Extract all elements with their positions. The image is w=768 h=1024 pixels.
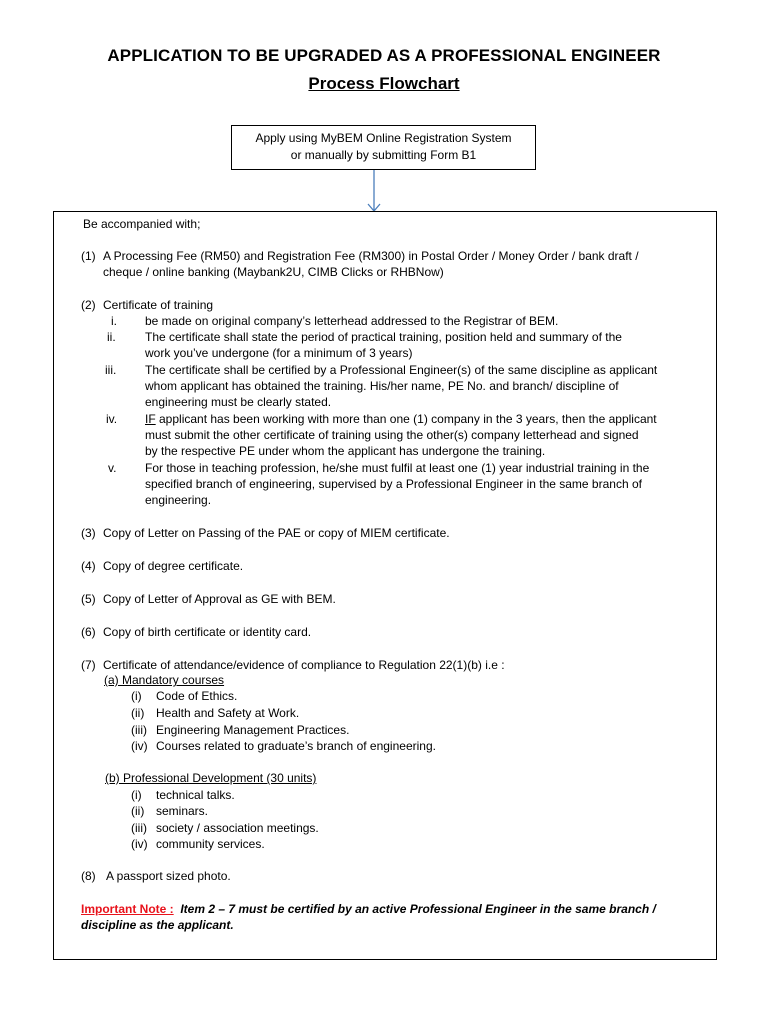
item-6-text: Copy of birth certificate or identity card. bbox=[103, 625, 312, 639]
item-2-sub-iv-line-3: by the respective PE under whom the applicant has undergone the training. bbox=[145, 444, 546, 458]
item-2-sub-iii-line-1: The certificate shall be certified by a Professional Engineer(s) of the same discipline as applicant bbox=[145, 363, 658, 377]
item-2-sub-iv-line-2: must submit the other certificate of training using the other(s) company letterhead and signed bbox=[145, 428, 639, 442]
mandatory-course-ii: Health and Safety at Work. bbox=[156, 706, 300, 720]
item-2-sub-v-line-1: For those in teaching profession, he/she must fulfil at least one (1) year industrial training in the bbox=[145, 461, 650, 475]
professional-development-heading: (b) Professional Development (30 units) bbox=[105, 771, 317, 785]
item-2-number: (2) bbox=[81, 298, 96, 312]
important-note-label: Important Note : bbox=[81, 902, 174, 916]
item-2-sub-iv-line-1: IF applicant has been working with more than one (1) company in the 3 years, then the applicant bbox=[145, 412, 657, 426]
important-note-line-1: Important Note : Item 2 – 7 must be certified by an active Professional Engineer in the same branch / bbox=[81, 902, 656, 916]
item-7-text: Certificate of attendance/evidence of compliance to Regulation 22(1)(b) i.e : bbox=[103, 658, 505, 672]
page-subtitle: Process Flowchart bbox=[308, 74, 460, 93]
mandatory-course-iv-number: (iv) bbox=[131, 739, 148, 753]
pd-item-iii: society / association meetings. bbox=[156, 821, 319, 835]
start-step-box bbox=[231, 125, 536, 170]
item-3-number: (3) bbox=[81, 526, 96, 540]
item-4-number: (4) bbox=[81, 559, 96, 573]
item-6-number: (6) bbox=[81, 625, 96, 639]
pd-item-iv-number: (iv) bbox=[131, 837, 148, 851]
item-2-sub-i-line-1: be made on original company’s letterhead addressed to the Registrar of BEM. bbox=[145, 314, 559, 328]
item-2-sub-ii-number: ii. bbox=[107, 330, 116, 344]
item-2-sub-v-line-3: engineering. bbox=[145, 493, 212, 507]
mandatory-courses-heading: (a) Mandatory courses bbox=[104, 673, 225, 687]
item-5-number: (5) bbox=[81, 592, 96, 606]
item-8-number: (8) bbox=[81, 869, 96, 883]
item-1-number: (1) bbox=[81, 249, 96, 263]
pd-item-ii-number: (ii) bbox=[131, 804, 145, 818]
mandatory-course-iii-number: (iii) bbox=[131, 723, 147, 737]
item-2-sub-v-line-2: specified branch of engineering, supervised by a Professional Engineer in the same branch of bbox=[145, 477, 642, 491]
start-step-line-1: Apply using MyBEM Online Registration System bbox=[255, 131, 512, 145]
item-4-text: Copy of degree certificate. bbox=[103, 559, 244, 573]
mandatory-course-ii-number: (ii) bbox=[131, 706, 145, 720]
intro-text: Be accompanied with; bbox=[83, 217, 201, 231]
item-7-number: (7) bbox=[81, 658, 96, 672]
pd-item-i-number: (i) bbox=[131, 788, 142, 802]
pd-item-i: technical talks. bbox=[156, 788, 235, 802]
mandatory-course-iii: Engineering Management Practices. bbox=[156, 723, 350, 737]
pd-item-ii: seminars. bbox=[156, 804, 209, 818]
pd-item-iv: community services. bbox=[156, 837, 265, 851]
flow-arrow bbox=[366, 170, 382, 214]
start-step-line-2: or manually by submitting Form B1 bbox=[290, 148, 477, 162]
item-2-sub-iii-number: iii. bbox=[105, 363, 117, 377]
item-2-sub-iii-line-2: whom applicant has obtained the training. His/her name, PE No. and branch/ discipline of bbox=[145, 379, 619, 393]
item-8-text: A passport sized photo. bbox=[106, 869, 231, 883]
if-emphasis: IF bbox=[145, 412, 156, 426]
item-1-line-1: A Processing Fee (RM50) and Registration Fee (RM300) in Postal Order / Money Order / bank draft / bbox=[103, 249, 639, 263]
item-2-sub-i-number: i. bbox=[111, 314, 117, 328]
mandatory-course-iv: Courses related to graduate’s branch of engineering. bbox=[156, 739, 436, 753]
item-3-text: Copy of Letter on Passing of the PAE or copy of MIEM certificate. bbox=[103, 526, 450, 540]
page-title: APPLICATION TO BE UPGRADED AS A PROFESSIONAL ENGINEER bbox=[107, 46, 661, 65]
item-2-text: Certificate of training bbox=[103, 298, 214, 312]
item-2-sub-ii-line-2: work you’ve undergone (for a minimum of 3 years) bbox=[145, 346, 413, 360]
item-2-sub-v-number: v. bbox=[108, 461, 117, 475]
pd-item-iii-number: (iii) bbox=[131, 821, 147, 835]
important-note-line-2: discipline as the applicant. bbox=[81, 918, 234, 932]
item-5-text: Copy of Letter of Approval as GE with BEM. bbox=[103, 592, 336, 606]
mandatory-course-i-number: (i) bbox=[131, 689, 142, 703]
item-2-sub-iv-number: iv. bbox=[106, 412, 118, 426]
item-1-line-2: cheque / online banking (Maybank2U, CIMB Clicks or RHBNow) bbox=[103, 265, 444, 279]
mandatory-course-i: Code of Ethics. bbox=[156, 689, 238, 703]
item-2-sub-iii-line-3: engineering must be clearly stated. bbox=[145, 395, 332, 409]
item-2-sub-ii-line-1: The certificate shall state the period of practical training, position held and summary of the bbox=[145, 330, 622, 344]
